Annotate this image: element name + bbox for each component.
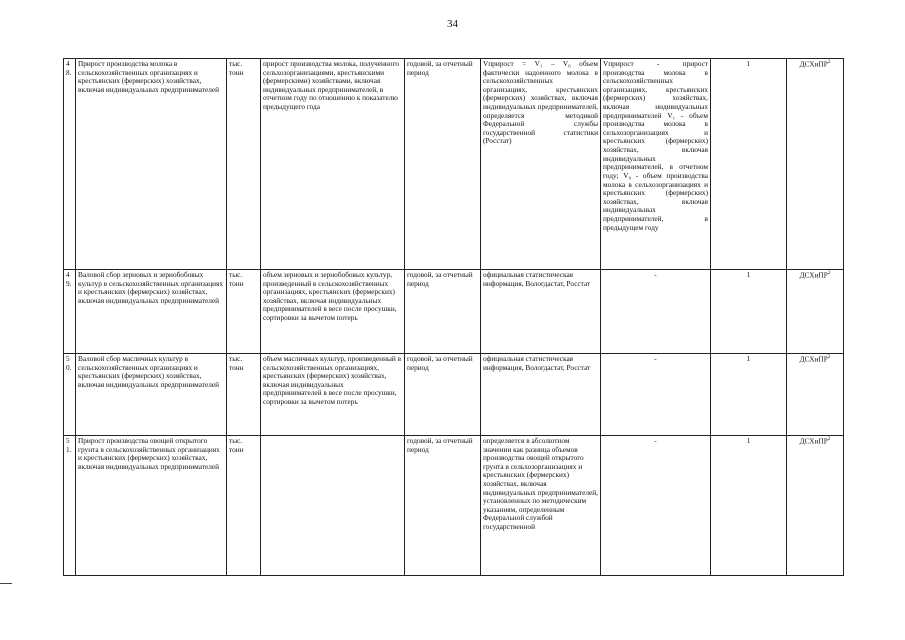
responsible-label: ДСХиПР <box>799 436 828 446</box>
definition <box>261 436 405 576</box>
table-row <box>64 270 844 354</box>
unit: тыс. тонн <box>227 354 261 436</box>
unit: тыс. тонн <box>227 436 261 576</box>
period: годовой, за отчетный период <box>405 354 481 436</box>
table-row <box>64 354 844 436</box>
responsible <box>787 436 844 576</box>
row-number: 49. <box>64 270 76 354</box>
footnote-mark: 2 <box>827 437 831 442</box>
responsible <box>787 354 844 436</box>
page-number: 34 <box>447 18 458 30</box>
period: годовой, за отчетный период <box>405 270 481 354</box>
basic-indicators: Vприрост - прирост производства молока в сельскохозяйственных организациях, крестьянских (фермерских) хозяйствах, включая индивидуальных предпринимателей V₁ - объем производства молока в сельхозорганизациях и крестьянских (фермерских) хозяйствах, включая индивидуальных предпринимателей, в отчетном году; V₀ - объем производства молока в сельхозорганизациях и крестьянских (фермерских) хозяйствах, включая индивидуальных предпринимателей, в предыдущем году <box>601 59 711 270</box>
indicator-name: Прирост производства молока в сельскохозяйственных организациях и крестьянских (фермерских) хозяйствах, включая индивидуальных предпринимателей <box>76 59 227 270</box>
responsible-label: ДСХиПР <box>799 354 828 364</box>
period: годовой, за отчетный период <box>405 59 481 270</box>
unit: тыс. тонн <box>227 59 261 270</box>
indicator-name: Валовой сбор масличных культур в сельскохозяйственных организациях и крестьянских (фермерских) хозяйствах, включая индивидуальных предпринимателей <box>76 354 227 436</box>
column-8-value: 1 <box>711 270 787 354</box>
calculation-method: официальная статистическая информация, Вологдастат, Росстат <box>481 354 601 436</box>
period: годовой, за отчетный период <box>405 436 481 576</box>
row-number: 48. <box>64 59 76 270</box>
table-row <box>64 59 844 270</box>
indicator-name: Валовой сбор зерновых и зернобобовых культур в сельскохозяйственных организациях и крестьянских (фермерских) хозяйствах, включая индивидуальных предпринимателей <box>76 270 227 354</box>
row-number: 50. <box>64 354 76 436</box>
definition: прирост производства молока, полученного сельхозорганизациями, крестьянскими (фермерскими) хозяйствами, включая индивидуальных предпринимателей, в отчетном году по отношению к показателю предыдущего года <box>261 59 405 270</box>
basic-indicators: - <box>601 436 711 576</box>
responsible <box>787 270 844 354</box>
basic-indicators: - <box>601 270 711 354</box>
table-row <box>64 436 844 576</box>
footnote-mark: 2 <box>827 271 831 276</box>
responsible <box>787 59 844 270</box>
column-8-value: 1 <box>711 354 787 436</box>
unit: тыс. тонн <box>227 270 261 354</box>
definition: объем масличных культур, произведенный в сельскохозяйственных организациях, крестьянских (фермерских) хозяйствах, включая индивидуальных предпринимателей в весе после просушки, сортировки за вычетом потерь <box>261 354 405 436</box>
calculation-method: официальная статистическая информация, Вологдастат, Росстат <box>481 270 601 354</box>
indicator-name: Прирост производства овощей открытого грунта в сельскохозяйственных организациях и крестьянских (фермерских) хозяйствах, включая индивидуальных предпринимателей <box>76 436 227 576</box>
margin-mark <box>0 583 12 584</box>
calculation-method: определяется в абсолютном значении как разница объемов производства овощей открытого грунта в сельхозорганизациях и крестьянских (фермерских) хозяйствах, включая индивидуальных предпринимателей, установленных по методическим указаниям, определенным Федеральной службой государственной <box>481 436 601 576</box>
footnote-mark: 2 <box>827 60 831 65</box>
indicators-table <box>63 58 844 576</box>
row-number: 51. <box>64 436 76 576</box>
calculation-method: Vприрост = V₁ – V₀ объем фактически надоенного молока в сельскохозяйственных организациях, крестьянских (фермерских) хозяйствах, включая индивидуальных предпринимателей, определяется методикой Федеральной службы государственной статистики (Росстат) <box>481 59 601 270</box>
footnote-mark: 2 <box>827 355 831 360</box>
column-8-value: 1 <box>711 59 787 270</box>
responsible-label: ДСХиПР <box>799 270 828 280</box>
responsible-label: ДСХиПР <box>799 59 828 69</box>
basic-indicators: - <box>601 354 711 436</box>
column-8-value: 1 <box>711 436 787 576</box>
definition: объем зерновых и зернобобовых культур, произведенный в сельскохозяйственных организациях, крестьянских (фермерских) хозяйствах, включая индивидуальных предпринимателей в весе после просушки, сортировки за вычетом потерь <box>261 270 405 354</box>
